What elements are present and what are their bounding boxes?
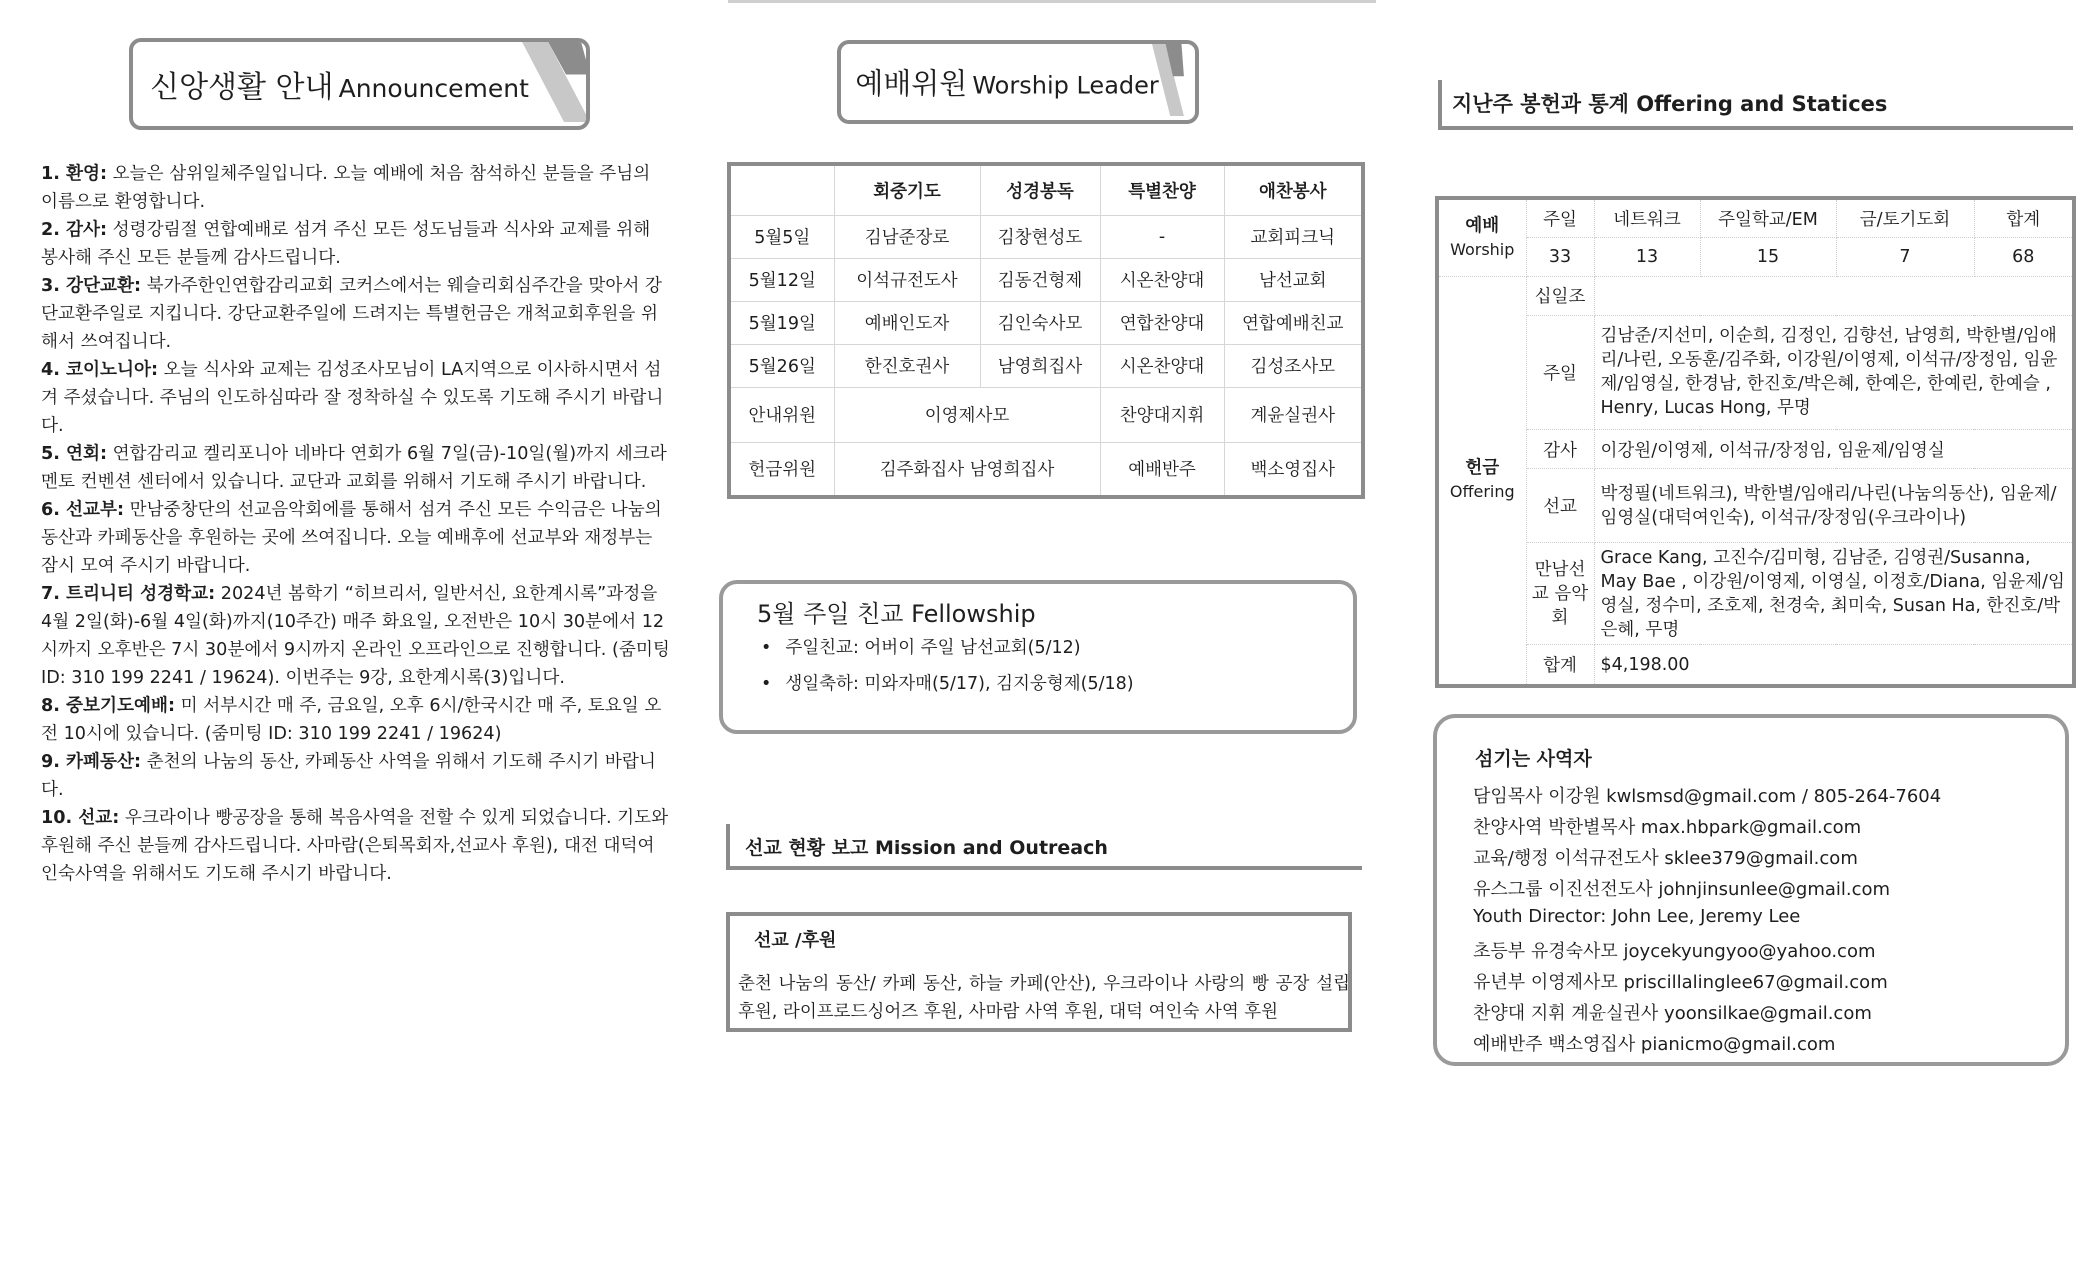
- offering-helper-role: 예배반주: [1100, 442, 1224, 497]
- announcement-item: [41, 356, 671, 440]
- offering-row: [1437, 543, 2074, 645]
- mission-title-underline: [726, 866, 1362, 870]
- mission-box-text: 춘천 나눔의 동산/ 카페 동산, 하늘 카페(안산), 우크라이나 사랑의 빵 공장 설립 후원, 라이프로드싱어즈 후원, 사마람 사역 후원, 대덕 여인숙 사역 후원: [738, 974, 1350, 1022]
- announcement-item-label: 3. 강단교환:: [41, 276, 142, 296]
- offering-row-label: 십일조: [1526, 276, 1594, 315]
- mission-title: 선교 현황 보고 Mission and Outreach: [745, 837, 1108, 859]
- announcement-item-text: 미 서부시간 매 주, 금요일, 오후 6시/한국시간 매 주, 토요일 오전 10시에 있습니다. (줌미팅 ID: 310 199 2241 / 19624): [41, 696, 662, 744]
- announcement-item-label: 10. 선교:: [41, 808, 120, 828]
- announcement-item: [41, 216, 671, 272]
- attendance-value: 68: [1974, 237, 2074, 276]
- attendance-header: 네트워크: [1594, 198, 1700, 237]
- staff-row: Youth Director: John Lee, Jeremy Lee: [1473, 906, 1801, 927]
- worship-title-en: Worship Leader: [972, 71, 1159, 100]
- mission-box: [726, 912, 1352, 1032]
- announcement-title-en: Announcement: [338, 74, 529, 103]
- announcement-item-text: 만남중창단의 선교음악회에를 통해서 섬겨 주신 모든 수익금은 나눔의 동산과 카페동산을 후원하는 곳에 쓰여집니다. 오늘 예배후에 선교부와 재정부는 잠시 모여 주시기 바랍니다.: [41, 500, 662, 576]
- offering-row-label: 감사: [1526, 430, 1594, 469]
- attendance-value: 13: [1594, 237, 1700, 276]
- announcement-item: [41, 804, 671, 888]
- announcement-title: [133, 62, 546, 106]
- worship-header-blank: [729, 164, 834, 215]
- worship-cell: 시온찬양대: [1100, 258, 1224, 301]
- worship-cell: 김인숙사모: [980, 301, 1100, 344]
- offering-title-underline: [1438, 126, 2073, 130]
- worship-cell: 김창현성도: [980, 215, 1100, 258]
- announcement-list: [41, 160, 671, 888]
- offering-helper-label: 헌금위원: [729, 442, 834, 497]
- announcement-item-text: 연합감리교 켈리포니아 네바다 연회가 6월 7일(금)-10일(월)까지 세크라멘토 컨벤션 센터에서 있습니다. 교단과 교회를 위해서 기도해 주시기 바랍니다.: [41, 444, 667, 492]
- worship-cell: 한진호권사: [834, 344, 980, 387]
- attendance-header: 금/토기도회: [1836, 198, 1974, 237]
- staff-row: 담임목사 이강원 kwlsmsd@gmail.com / 805-264-7604: [1473, 786, 1942, 807]
- page-fold-icon: [1151, 40, 1199, 116]
- worship-cell: 5월26일: [729, 344, 834, 387]
- worship-guide-row: [729, 387, 1363, 442]
- fellowship-title: 5월 주일 친교 Fellowship: [757, 600, 1036, 628]
- worship-title-ko: 예배위원: [855, 66, 968, 101]
- guide-label: 안내위원: [729, 387, 834, 442]
- worship-offering-row: [729, 442, 1363, 497]
- worship-row: [729, 301, 1363, 344]
- announcement-item: [41, 496, 671, 580]
- announcement-item-label: 2. 감사:: [41, 220, 108, 240]
- offering-row-label: 선교: [1526, 469, 1594, 543]
- staff-row: 초등부 유경숙사모 joycekyungyoo@yahoo.com: [1473, 941, 1876, 962]
- worship-header-cell: 특별찬양: [1100, 164, 1224, 215]
- attendance-header: 주일: [1526, 198, 1594, 237]
- worship-cell: 김성조사모: [1224, 344, 1363, 387]
- worship-cell: 남선교회: [1224, 258, 1363, 301]
- worship-title-box: [837, 40, 1199, 124]
- announcement-item-text: 오늘은 삼위일체주일입니다. 오늘 예배에 처음 참석하신 분들을 주님의 이름으로 환영합니다.: [41, 164, 651, 212]
- offering-label-cell: [1437, 276, 1526, 686]
- announcement-item-label: 1. 환영:: [41, 164, 108, 184]
- offering-total-row: [1437, 645, 2074, 686]
- offering-row-names: Grace Kang, 고진수/김미형, 김남준, 김영권/Susanna, May Bae , 이강원/이영제, 이영실, 이정호/Diana, 임윤제/임영실, 정수미, 조호제, 천경숙, 최미숙, Susan Ha, 한진호/박은혜, 무명: [1594, 543, 2074, 645]
- guide-music-person: 계윤실권사: [1224, 387, 1363, 442]
- announcement-item: [41, 748, 671, 804]
- mission-title-left-bar: [726, 824, 730, 870]
- offering-row: [1437, 430, 2074, 469]
- offering-row-names: 김남준/지선미, 이순희, 김정인, 김향선, 남영희, 박한별/임애리/나린, 오동훈/김주화, 이강원/이영제, 이석규/장정임, 임윤제/임영실, 한경남, 한진호/박은혜, 한예은, 한예린, 한예슬 , Henry, Lucas Hong, 무명: [1594, 315, 2074, 429]
- list-item: • 주일친교: 어버이 주일 남선교회(5/12): [761, 630, 1134, 666]
- offering-row-label: 만남선교 음악회: [1526, 543, 1594, 645]
- attendance-header: 주일학교/EM: [1700, 198, 1836, 237]
- worship-cell: 연합찬양대: [1100, 301, 1224, 344]
- worship-cell: 5월5일: [729, 215, 834, 258]
- announcement-item: [41, 440, 671, 496]
- fellowship-list: [761, 630, 1134, 702]
- attendance-value: 33: [1526, 237, 1594, 276]
- fellowship-box: [719, 580, 1357, 734]
- announcement-item: [41, 272, 671, 356]
- attendance-value: 7: [1836, 237, 1974, 276]
- worship-row: [729, 344, 1363, 387]
- announcement-item-label: 6. 선교부:: [41, 500, 125, 520]
- announcement-item: [41, 692, 671, 748]
- guide-music: 찬양대지휘: [1100, 387, 1224, 442]
- worship-cell: 5월12일: [729, 258, 834, 301]
- attendance-value-row: [1437, 237, 2074, 276]
- announcement-item-label: 7. 트리니티 성경학교:: [41, 584, 216, 604]
- worship-cell: 시온찬양대: [1100, 344, 1224, 387]
- staff-row: 유년부 이영제사모 priscillalinglee67@gmail.com: [1473, 972, 1888, 993]
- worship-header-cell: 성경봉독: [980, 164, 1100, 215]
- offering-row-label: 주일: [1526, 315, 1594, 429]
- worship-cell: 김남준장로: [834, 215, 980, 258]
- announcement-item-label: 4. 코이노니아:: [41, 360, 159, 380]
- announcement-title-box: [129, 38, 590, 130]
- worship-label-ko: 예배: [1465, 215, 1500, 236]
- offering-label-ko: 헌금: [1465, 458, 1500, 479]
- attendance-header: 합계: [1974, 198, 2074, 237]
- worship-cell: 예배인도자: [834, 301, 980, 344]
- offering-title: 지난주 봉헌과 통계 Offering and Statices: [1452, 92, 1888, 116]
- worship-row: [729, 258, 1363, 301]
- top-divider: [728, 0, 1376, 3]
- staff-row: 교육/행정 이석규전도사 sklee379@gmail.com: [1473, 848, 1858, 869]
- offering-row-label: 합계: [1526, 645, 1594, 686]
- staff-row: 찬양대 지휘 계윤실권사 yoonsilkae@gmail.com: [1473, 1003, 1872, 1024]
- worship-row: [729, 215, 1363, 258]
- worship-cell: 이석규전도사: [834, 258, 980, 301]
- staff-title: 섬기는 사역자: [1475, 748, 1592, 770]
- offering-row: [1437, 469, 2074, 543]
- worship-header-row: [729, 164, 1363, 215]
- offering-row-names: 이강원/이영제, 이석규/장정임, 임윤제/임영실: [1594, 430, 2074, 469]
- announcement-item-text: 2024년 봄학기 “히브리서, 일반서신, 요한계시록”과정을 4월 2일(화)-6월 4일(화)까지(10주간) 매주 화요일, 오전반은 10시 30분에서 12시까지 오후반은 7시 30분에서 9시까지 온라인 오프라인으로 진행합니다. (줌미팅 ID: 310 199 2241 / 19624). 이번주는 9강, 요한계시록(3)입니다.: [41, 584, 670, 688]
- announcement-item-label: 5. 연회:: [41, 444, 108, 464]
- attendance-value: 15: [1700, 237, 1836, 276]
- worship-label-cell: [1437, 198, 1526, 276]
- announcement-item-label: 8. 중보기도예배:: [41, 696, 176, 716]
- announcement-item: [41, 580, 671, 692]
- staff-row: 찬양사역 박한별목사 max.hbpark@gmail.com: [1473, 817, 1862, 838]
- worship-header-cell: 애찬봉사: [1224, 164, 1363, 215]
- offering-row: [1437, 315, 2074, 429]
- offering-title-left-bar: [1438, 80, 1442, 130]
- offering-total-value: $4,198.00: [1594, 645, 2074, 686]
- offering-row: [1437, 276, 2074, 315]
- worship-cell: 5월19일: [729, 301, 834, 344]
- offering-helper-role-person: 백소영집사: [1224, 442, 1363, 497]
- announcement-item-text: 우크라이나 빵공장을 통해 복음사역을 전할 수 있게 되었습니다. 기도와 후원해 주신 분들께 감사드립니다. 사마람(은퇴목회자,선교사 후원), 대전 대덕여인숙사역을 위해서도 기도해 주시기 바랍니다.: [41, 808, 669, 884]
- announcement-title-ko: 신앙생활 안내: [150, 70, 334, 105]
- announcement-item-text: 북가주한인연합감리교회 코커스에서는 웨슬리회심주간을 맞아서 강단교환주일로 지킵니다. 강단교환주일에 드려지는 특별헌금은 개척교회후원을 위해서 쓰여집니다.: [41, 276, 662, 352]
- mission-box-title: 선교 /후원: [754, 930, 837, 951]
- announcement-item-text: 오늘 식사와 교제는 김성조사모님이 LA지역으로 이사하시면서 섬겨 주셨습니다. 주님의 인도하심따라 잘 정착하실 수 있도록 기도해 주시기 바랍니다.: [41, 360, 664, 436]
- worship-cell: 김동건형제: [980, 258, 1100, 301]
- staff-row: 유스그룹 이진선전도사 johnjinsunlee@gmail.com: [1473, 879, 1891, 900]
- announcement-item-text: 성령강림절 연합예배로 섬겨 주신 모든 성도님들과 식사와 교제를 위해 봉사해 주신 모든 분들께 감사드립니다.: [41, 220, 651, 268]
- announcement-item-label: 9. 카페동산:: [41, 752, 142, 772]
- worship-table: [727, 162, 1365, 499]
- worship-header-cell: 회중기도: [834, 164, 980, 215]
- offering-row-names: [1594, 276, 2074, 315]
- offering-label-en: Offering: [1449, 482, 1515, 502]
- worship-label-en: Worship: [1450, 239, 1515, 259]
- page-fold-icon: [520, 38, 590, 122]
- announcement-item-text: 춘천의 나눔의 동산, 카페동산 사역을 위해서 기도해 주시기 바랍니다.: [41, 752, 656, 800]
- offering-table: [1435, 196, 2076, 688]
- worship-cell: 교회피크닉: [1224, 215, 1363, 258]
- offering-row-names: 박정필(네트워크), 박한별/임애리/나린(나눔의동산), 임윤제/임영실(대덕여인숙), 이석규/장정임(우크라이나): [1594, 469, 2074, 543]
- worship-cell: -: [1100, 215, 1224, 258]
- staff-box: [1433, 714, 2069, 1066]
- worship-title: [841, 62, 1173, 103]
- list-item: • 생일축하: 미와자매(5/17), 김지웅형제(5/18): [761, 666, 1134, 702]
- announcement-item: [41, 160, 671, 216]
- attendance-header-row: [1437, 198, 2074, 237]
- guide-person: 이영제사모: [834, 387, 1100, 442]
- worship-cell: 남영희집사: [980, 344, 1100, 387]
- offering-helper-people: 김주화집사 남영희집사: [834, 442, 1100, 497]
- staff-row: 예배반주 백소영집사 pianicmo@gmail.com: [1473, 1034, 1836, 1055]
- worship-cell: 연합예배친교: [1224, 301, 1363, 344]
